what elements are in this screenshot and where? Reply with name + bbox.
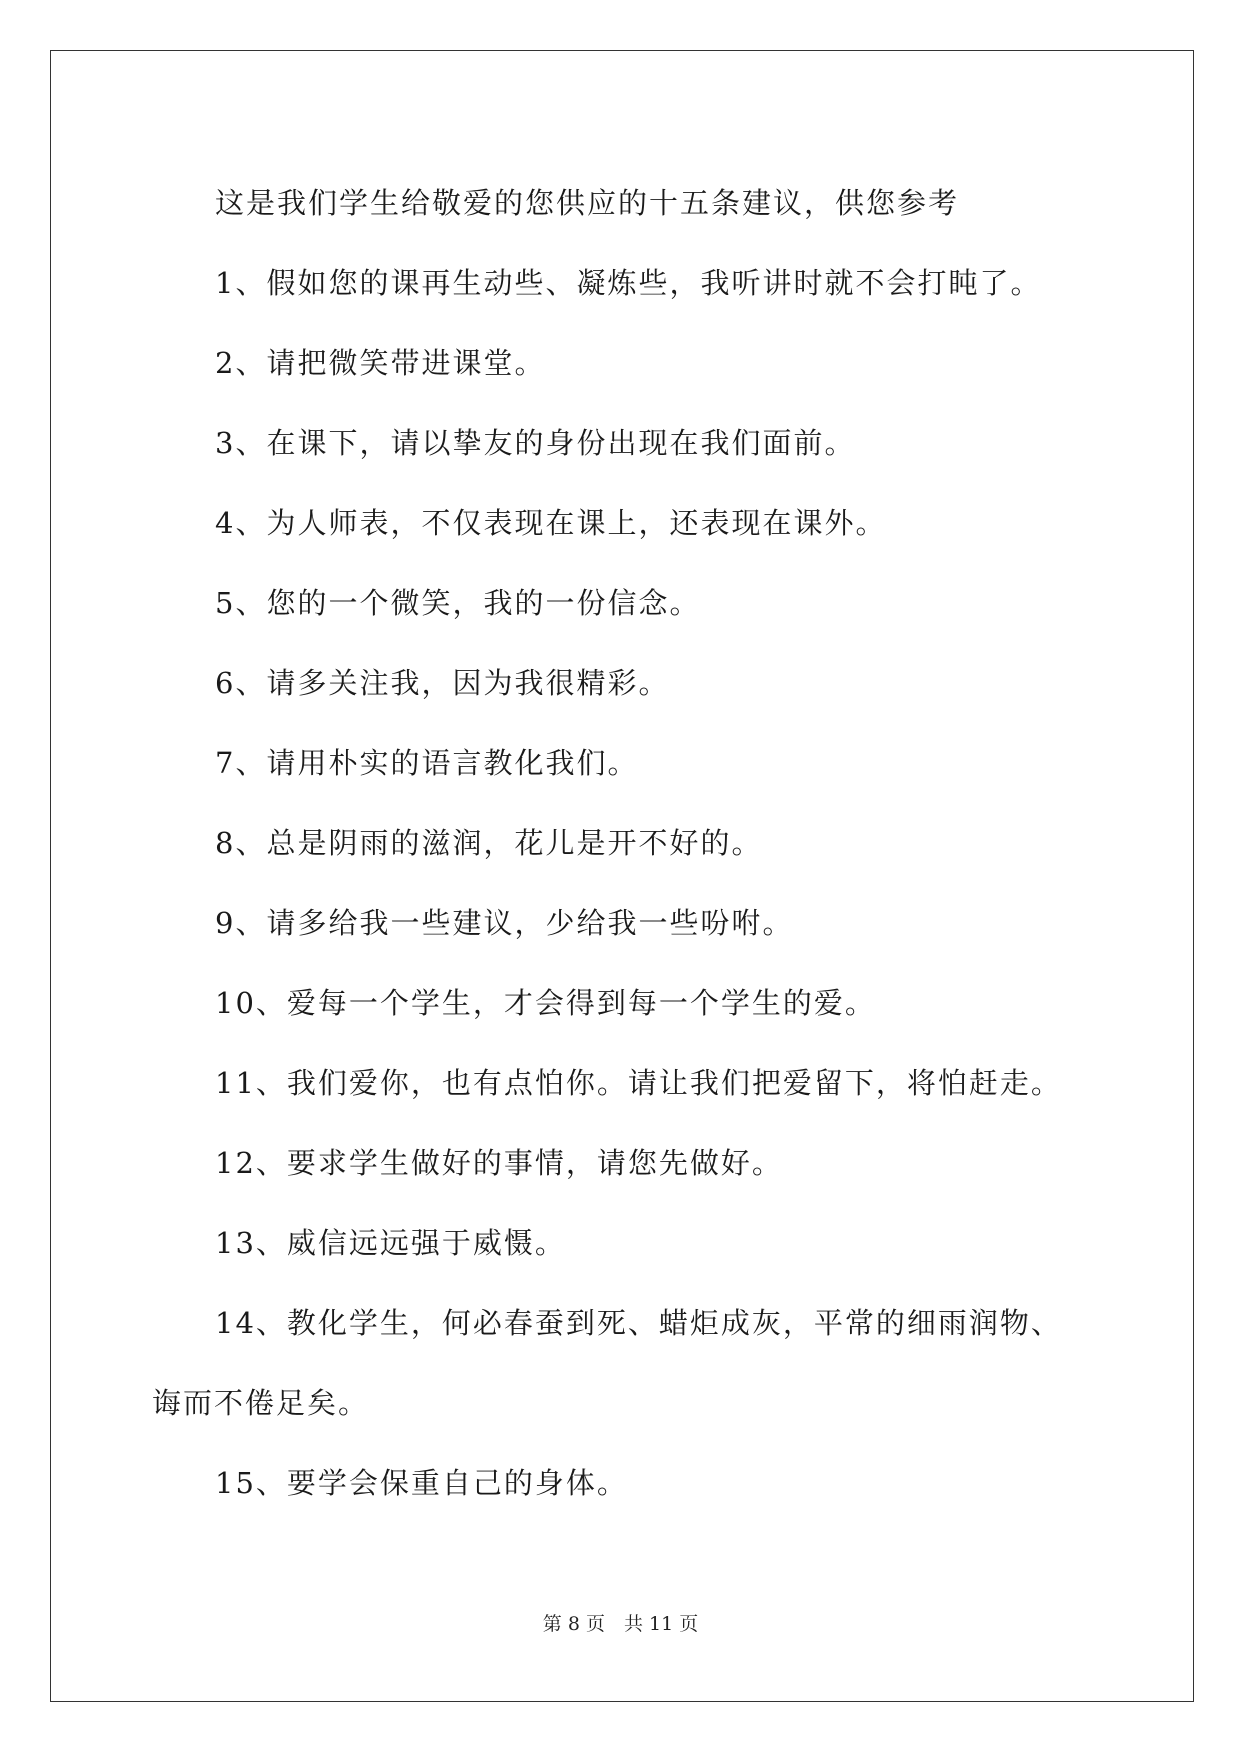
suggestion-item: 12、要求学生做好的事情，请您先做好。	[215, 1146, 783, 1180]
suggestion-item: 13、威信远远强于威慑。	[215, 1226, 566, 1260]
suggestion-item: 1、假如您的课再生动些、凝炼些，我听讲时就不会打盹了。	[215, 266, 1042, 300]
suggestion-item: 5、您的一个微笑，我的一份信念。	[215, 586, 701, 620]
document-body	[152, 163, 1092, 1523]
suggestion-item: 15、要学会保重自己的身体。	[215, 1466, 628, 1500]
page-number-footer: 第 8 页 共 11 页	[542, 1613, 699, 1635]
suggestion-item: 4、为人师表，不仅表现在课上，还表现在课外。	[215, 506, 887, 540]
suggestion-item: 7、请用朴实的语言教化我们。	[215, 746, 639, 780]
suggestion-item: 14、教化学生，何必春蚕到死、蜡炬成灰，平常的细雨润物、诲而不倦足矣。	[152, 1306, 1062, 1420]
intro-paragraph: 这是我们学生给敬爱的您供应的十五条建议，供您参考	[215, 186, 960, 220]
suggestion-item: 9、请多给我一些建议，少给我一些吩咐。	[215, 906, 794, 940]
suggestion-item: 11、我们爱你，也有点怕你。请让我们把爱留下，将怕赶走。	[215, 1066, 1062, 1100]
suggestion-item: 10、爱每一个学生，才会得到每一个学生的爱。	[215, 986, 876, 1020]
suggestion-item: 8、总是阴雨的滋润，花儿是开不好的。	[215, 826, 763, 860]
suggestion-item: 6、请多关注我，因为我很精彩。	[215, 666, 670, 700]
suggestion-item: 3、在课下，请以挚友的身份出现在我们面前。	[215, 426, 856, 460]
suggestion-item: 2、请把微笑带进课堂。	[215, 346, 546, 380]
